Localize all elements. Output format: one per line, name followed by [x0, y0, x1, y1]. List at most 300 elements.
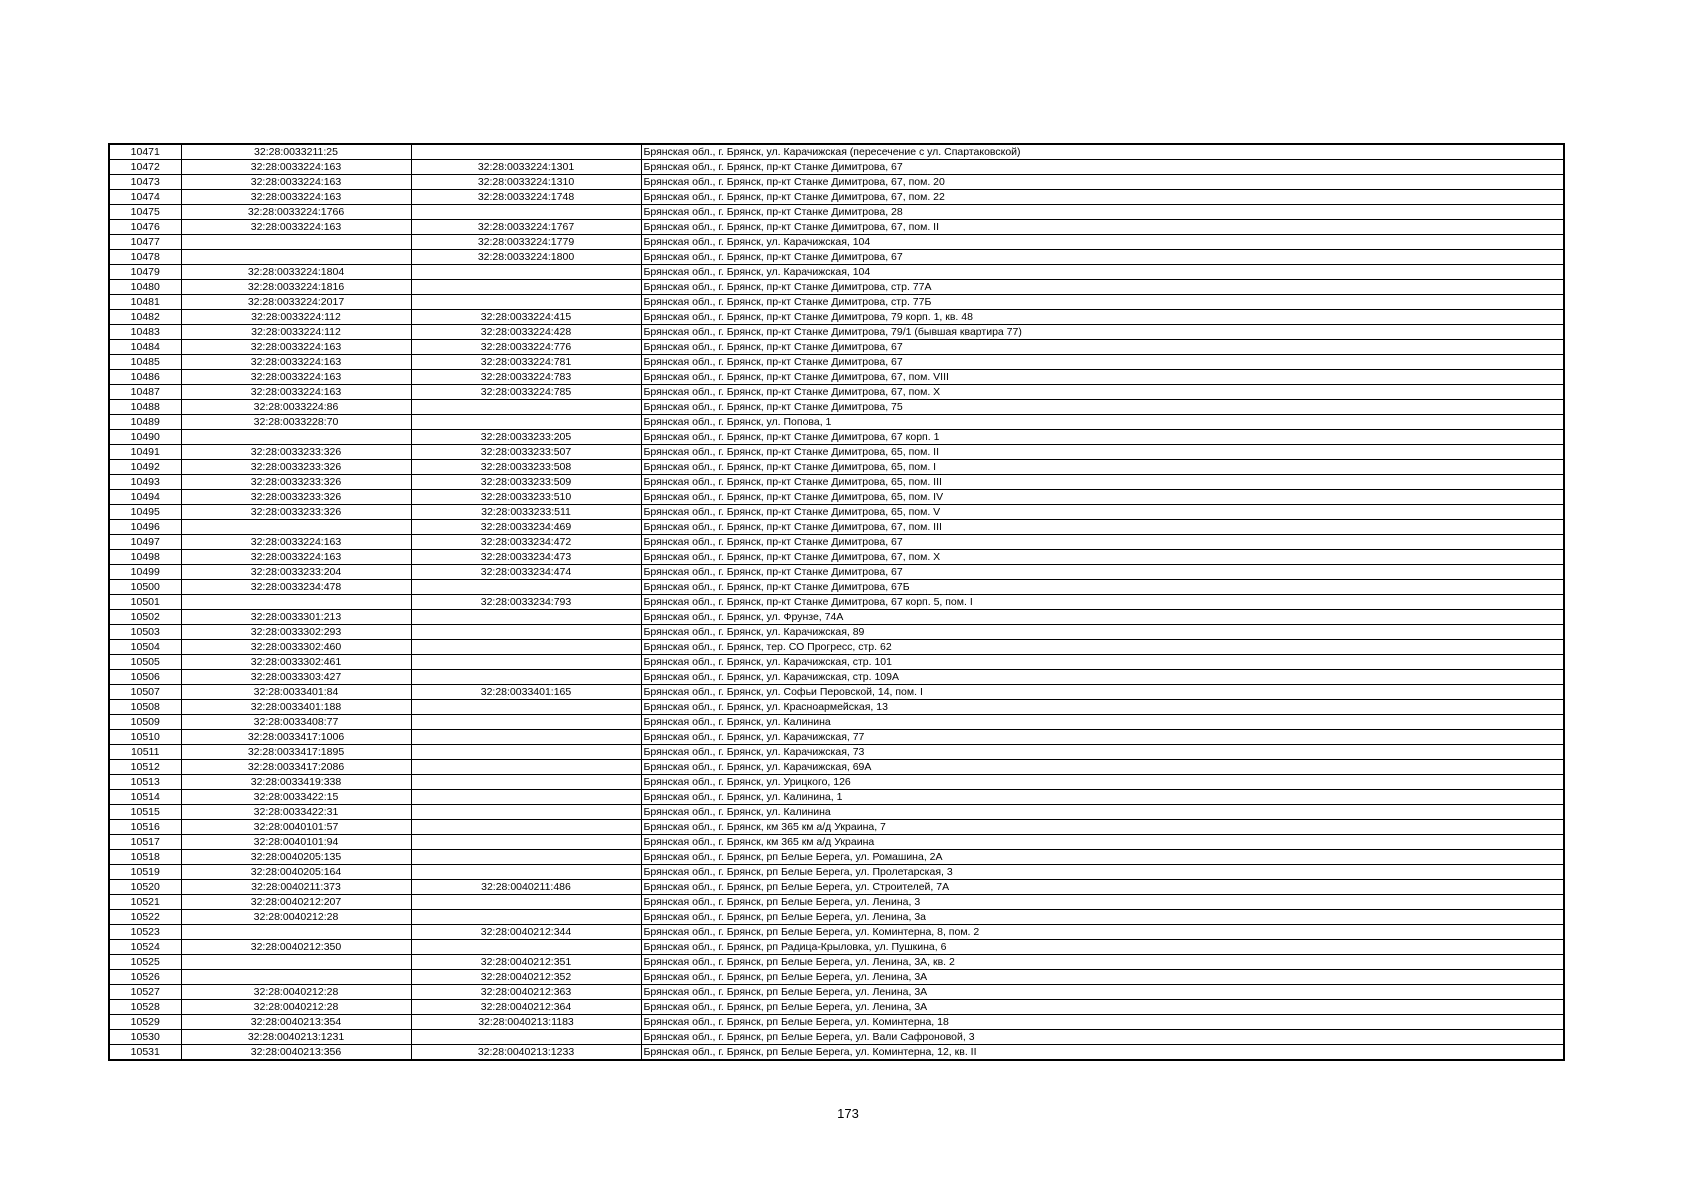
row-number-cell: 10511	[109, 745, 181, 760]
cadastral-number-secondary-cell	[411, 415, 641, 430]
row-number-cell: 10481	[109, 295, 181, 310]
address-cell: Брянская обл., г. Брянск, пр-кт Станке Димитрова, 67, пом. III	[641, 520, 1564, 535]
cadastral-number-secondary-cell	[411, 760, 641, 775]
cadastral-number-cell: 32:28:0040101:94	[181, 835, 411, 850]
row-number-cell: 10483	[109, 325, 181, 340]
table-row	[109, 205, 1564, 220]
table-row	[109, 445, 1564, 460]
cadastral-number-cell: 32:28:0033419:338	[181, 775, 411, 790]
table-row	[109, 190, 1564, 205]
row-number-cell: 10520	[109, 880, 181, 895]
cadastral-number-cell: 32:28:0033233:326	[181, 490, 411, 505]
cadastral-number-cell: 32:28:0033303:427	[181, 670, 411, 685]
cadastral-number-secondary-cell: 32:28:0040211:486	[411, 880, 641, 895]
cadastral-number-cell: 32:28:0033224:163	[181, 535, 411, 550]
cadastral-number-secondary-cell: 32:28:0033224:1800	[411, 250, 641, 265]
row-number-cell: 10489	[109, 415, 181, 430]
cadastral-number-secondary-cell: 32:28:0033224:415	[411, 310, 641, 325]
table-row	[109, 280, 1564, 295]
row-number-cell: 10491	[109, 445, 181, 460]
cadastral-number-secondary-cell: 32:28:0033224:781	[411, 355, 641, 370]
cadastral-number-cell	[181, 250, 411, 265]
table-row	[109, 895, 1564, 910]
row-number-cell: 10484	[109, 340, 181, 355]
address-cell: Брянская обл., г. Брянск, пр-кт Станке Димитрова, 67, пом. 20	[641, 175, 1564, 190]
row-number-cell: 10496	[109, 520, 181, 535]
cadastral-number-cell	[181, 955, 411, 970]
cadastral-number-secondary-cell	[411, 1030, 641, 1045]
table-row	[109, 595, 1564, 610]
address-cell: Брянская обл., г. Брянск, пр-кт Станке Димитрова, стр. 77А	[641, 280, 1564, 295]
cadastral-number-cell: 32:28:0033302:461	[181, 655, 411, 670]
table-row	[109, 880, 1564, 895]
table-row	[109, 550, 1564, 565]
cadastral-number-secondary-cell: 32:28:0040212:352	[411, 970, 641, 985]
cadastral-number-cell: 32:28:0040212:28	[181, 1000, 411, 1015]
cadastral-number-cell: 32:28:0040213:356	[181, 1045, 411, 1061]
cadastral-number-cell	[181, 520, 411, 535]
cadastral-number-cell: 32:28:0033401:188	[181, 700, 411, 715]
table-row	[109, 625, 1564, 640]
table-row	[109, 700, 1564, 715]
address-cell: Брянская обл., г. Брянск, пр-кт Станке Димитрова, 67, пом. II	[641, 220, 1564, 235]
cadastral-number-cell: 32:28:0033224:163	[181, 160, 411, 175]
cadastral-number-cell: 32:28:0033422:15	[181, 790, 411, 805]
address-cell: Брянская обл., г. Брянск, рп Белые Берега, ул. Ленина, 3а	[641, 910, 1564, 925]
table-row	[109, 565, 1564, 580]
table-row	[109, 175, 1564, 190]
cadastral-number-secondary-cell: 32:28:0033234:793	[411, 595, 641, 610]
row-number-cell: 10503	[109, 625, 181, 640]
address-cell: Брянская обл., г. Брянск, пр-кт Станке Димитрова, 67, пом. X	[641, 550, 1564, 565]
table-row	[109, 670, 1564, 685]
table-row	[109, 790, 1564, 805]
address-cell: Брянская обл., г. Брянск, тер. СО Прогресс, стр. 62	[641, 640, 1564, 655]
cadastral-number-secondary-cell	[411, 144, 641, 160]
address-cell: Брянская обл., г. Брянск, ул. Карачижская, 73	[641, 745, 1564, 760]
row-number-cell: 10477	[109, 235, 181, 250]
address-cell: Брянская обл., г. Брянск, км 365 км а/д Украина	[641, 835, 1564, 850]
cadastral-number-secondary-cell: 32:28:0040212:351	[411, 955, 641, 970]
cadastral-number-secondary-cell	[411, 940, 641, 955]
row-number-cell: 10508	[109, 700, 181, 715]
cadastral-number-secondary-cell: 32:28:0033224:1767	[411, 220, 641, 235]
address-cell: Брянская обл., г. Брянск, ул. Карачижская, 104	[641, 235, 1564, 250]
row-number-cell: 10495	[109, 505, 181, 520]
table-row	[109, 1000, 1564, 1015]
cadastral-number-cell	[181, 595, 411, 610]
cadastral-number-secondary-cell: 32:28:0033233:510	[411, 490, 641, 505]
row-number-cell: 10522	[109, 910, 181, 925]
cadastral-number-secondary-cell: 32:28:0033401:165	[411, 685, 641, 700]
cadastral-number-cell: 32:28:0040211:373	[181, 880, 411, 895]
cadastral-number-cell: 32:28:0033233:326	[181, 475, 411, 490]
row-number-cell: 10518	[109, 850, 181, 865]
table-row	[109, 490, 1564, 505]
address-cell: Брянская обл., г. Брянск, ул. Калинина	[641, 715, 1564, 730]
table-row	[109, 685, 1564, 700]
row-number-cell: 10475	[109, 205, 181, 220]
table-row	[109, 144, 1564, 160]
address-cell: Брянская обл., г. Брянск, пр-кт Станке Димитрова, 67	[641, 355, 1564, 370]
address-cell: Брянская обл., г. Брянск, пр-кт Станке Димитрова, 67, пом. VIII	[641, 370, 1564, 385]
cadastral-number-secondary-cell: 32:28:0033224:1310	[411, 175, 641, 190]
address-cell: Брянская обл., г. Брянск, рп Белые Берега, ул. Пролетарская, 3	[641, 865, 1564, 880]
cadastral-number-cell: 32:28:0033234:478	[181, 580, 411, 595]
address-cell: Брянская обл., г. Брянск, ул. Карачижская, стр. 109А	[641, 670, 1564, 685]
row-number-cell: 10479	[109, 265, 181, 280]
cadastral-number-secondary-cell	[411, 640, 641, 655]
row-number-cell: 10524	[109, 940, 181, 955]
row-number-cell: 10471	[109, 144, 181, 160]
cadastral-number-cell: 32:28:0033224:163	[181, 340, 411, 355]
address-cell: Брянская обл., г. Брянск, ул. Софьи Перовской, 14, пом. I	[641, 685, 1564, 700]
cadastral-number-cell: 32:28:0040212:350	[181, 940, 411, 955]
address-cell: Брянская обл., г. Брянск, ул. Карачижская, 77	[641, 730, 1564, 745]
table-row	[109, 730, 1564, 745]
cadastral-number-cell: 32:28:0033224:163	[181, 190, 411, 205]
cadastral-number-cell: 32:28:0033233:204	[181, 565, 411, 580]
table-row	[109, 910, 1564, 925]
row-number-cell: 10517	[109, 835, 181, 850]
address-cell: Брянская обл., г. Брянск, рп Белые Берега, ул. Строителей, 7А	[641, 880, 1564, 895]
address-cell: Брянская обл., г. Брянск, рп Белые Берега, ул. Ленина, 3А	[641, 1000, 1564, 1015]
table-row	[109, 475, 1564, 490]
address-cell: Брянская обл., г. Брянск, пр-кт Станке Димитрова, 65, пом. IV	[641, 490, 1564, 505]
cadastral-number-cell: 32:28:0040205:135	[181, 850, 411, 865]
address-cell: Брянская обл., г. Брянск, ул. Фрунзе, 74А	[641, 610, 1564, 625]
row-number-cell: 10509	[109, 715, 181, 730]
cadastral-number-secondary-cell	[411, 745, 641, 760]
row-number-cell: 10473	[109, 175, 181, 190]
address-cell: Брянская обл., г. Брянск, пр-кт Станке Димитрова, 67	[641, 160, 1564, 175]
row-number-cell: 10482	[109, 310, 181, 325]
address-cell: Брянская обл., г. Брянск, пр-кт Станке Димитрова, 67, пом. X	[641, 385, 1564, 400]
cadastral-number-secondary-cell: 32:28:0033233:511	[411, 505, 641, 520]
cadastral-number-cell: 32:28:0033224:163	[181, 550, 411, 565]
cadastral-number-secondary-cell: 32:28:0033234:473	[411, 550, 641, 565]
cadastral-number-secondary-cell: 32:28:0033233:508	[411, 460, 641, 475]
address-cell: Брянская обл., г. Брянск, рп Радица-Крыловка, ул. Пушкина, 6	[641, 940, 1564, 955]
cadastral-number-secondary-cell: 32:28:0040212:364	[411, 1000, 641, 1015]
address-cell: Брянская обл., г. Брянск, ул. Урицкого, 126	[641, 775, 1564, 790]
address-cell: Брянская обл., г. Брянск, пр-кт Станке Димитрова, 75	[641, 400, 1564, 415]
address-cell: Брянская обл., г. Брянск, ул. Карачижская, 69А	[641, 760, 1564, 775]
address-cell: Брянская обл., г. Брянск, пр-кт Станке Димитрова, 67, пом. 22	[641, 190, 1564, 205]
cadastral-number-cell: 32:28:0033224:163	[181, 220, 411, 235]
cadastral-number-cell: 32:28:0033233:326	[181, 445, 411, 460]
table-row	[109, 820, 1564, 835]
cadastral-number-secondary-cell: 32:28:0033224:1301	[411, 160, 641, 175]
cadastral-number-secondary-cell	[411, 850, 641, 865]
cadastral-number-cell	[181, 970, 411, 985]
row-number-cell: 10472	[109, 160, 181, 175]
cadastral-number-secondary-cell: 32:28:0040212:363	[411, 985, 641, 1000]
table-row	[109, 970, 1564, 985]
cadastral-number-cell: 32:28:0040101:57	[181, 820, 411, 835]
table-row	[109, 535, 1564, 550]
cadastral-number-secondary-cell: 32:28:0033233:507	[411, 445, 641, 460]
cadastral-number-cell: 32:28:0033224:112	[181, 325, 411, 340]
cadastral-number-cell: 32:28:0033417:2086	[181, 760, 411, 775]
address-cell: Брянская обл., г. Брянск, км 365 км а/д Украина, 7	[641, 820, 1564, 835]
address-cell: Брянская обл., г. Брянск, пр-кт Станке Димитрова, 65, пом. II	[641, 445, 1564, 460]
cadastral-number-secondary-cell: 32:28:0033233:205	[411, 430, 641, 445]
table-row	[109, 655, 1564, 670]
table-row	[109, 610, 1564, 625]
row-number-cell: 10488	[109, 400, 181, 415]
cadastral-number-secondary-cell	[411, 865, 641, 880]
row-number-cell: 10502	[109, 610, 181, 625]
table-row	[109, 940, 1564, 955]
cadastral-number-secondary-cell	[411, 700, 641, 715]
cadastral-number-cell: 32:28:0033401:84	[181, 685, 411, 700]
row-number-cell: 10525	[109, 955, 181, 970]
cadastral-number-secondary-cell	[411, 790, 641, 805]
row-number-cell: 10487	[109, 385, 181, 400]
address-cell: Брянская обл., г. Брянск, рп Белые Берега, ул. Коминтерна, 8, пом. 2	[641, 925, 1564, 940]
cadastral-number-secondary-cell: 32:28:0033224:1748	[411, 190, 641, 205]
table-row	[109, 385, 1564, 400]
address-cell: Брянская обл., г. Брянск, рп Белые Берега, ул. Ромашина, 2А	[641, 850, 1564, 865]
row-number-cell: 10500	[109, 580, 181, 595]
cadastral-number-cell: 32:28:0033224:163	[181, 175, 411, 190]
cadastral-number-secondary-cell: 32:28:0040212:344	[411, 925, 641, 940]
row-number-cell: 10490	[109, 430, 181, 445]
row-number-cell: 10510	[109, 730, 181, 745]
address-cell: Брянская обл., г. Брянск, пр-кт Станке Димитрова, 67	[641, 340, 1564, 355]
address-cell: Брянская обл., г. Брянск, рп Белые Берега, ул. Ленина, 3	[641, 895, 1564, 910]
table-row	[109, 865, 1564, 880]
cadastral-number-cell: 32:28:0033224:86	[181, 400, 411, 415]
table-row	[109, 310, 1564, 325]
row-number-cell: 10519	[109, 865, 181, 880]
table-row	[109, 520, 1564, 535]
cadastral-number-cell: 32:28:0033422:31	[181, 805, 411, 820]
row-number-cell: 10486	[109, 370, 181, 385]
row-number-cell: 10530	[109, 1030, 181, 1045]
cadastral-number-cell: 32:28:0033417:1895	[181, 745, 411, 760]
row-number-cell: 10499	[109, 565, 181, 580]
row-number-cell: 10505	[109, 655, 181, 670]
address-cell: Брянская обл., г. Брянск, пр-кт Станке Димитрова, 67	[641, 250, 1564, 265]
cadastral-number-cell	[181, 430, 411, 445]
cadastral-number-secondary-cell: 32:28:0033224:783	[411, 370, 641, 385]
address-cell: Брянская обл., г. Брянск, пр-кт Станке Димитрова, 79/1 (бывшая квартира 77)	[641, 325, 1564, 340]
page-number: 173	[837, 1106, 859, 1121]
row-number-cell: 10512	[109, 760, 181, 775]
row-number-cell: 10494	[109, 490, 181, 505]
table-row	[109, 250, 1564, 265]
row-number-cell: 10514	[109, 790, 181, 805]
table-row	[109, 805, 1564, 820]
cadastral-number-secondary-cell	[411, 910, 641, 925]
table-row	[109, 925, 1564, 940]
table-row	[109, 235, 1564, 250]
table-row	[109, 640, 1564, 655]
row-number-cell: 10493	[109, 475, 181, 490]
cadastral-number-cell	[181, 925, 411, 940]
address-cell: Брянская обл., г. Брянск, рп Белые Берега, ул. Коминтерна, 12, кв. II	[641, 1045, 1564, 1061]
cadastral-number-secondary-cell	[411, 775, 641, 790]
cadastral-number-secondary-cell	[411, 625, 641, 640]
address-cell: Брянская обл., г. Брянск, пр-кт Станке Димитрова, 28	[641, 205, 1564, 220]
address-cell: Брянская обл., г. Брянск, ул. Карачижская, 104	[641, 265, 1564, 280]
address-cell: Брянская обл., г. Брянск, пр-кт Станке Димитрова, 65, пом. V	[641, 505, 1564, 520]
cadastral-number-secondary-cell	[411, 265, 641, 280]
cadastral-number-secondary-cell: 32:28:0033224:776	[411, 340, 641, 355]
row-number-cell: 10516	[109, 820, 181, 835]
table-body	[109, 144, 1564, 1060]
cadastral-number-cell: 32:28:0033224:1766	[181, 205, 411, 220]
table-row	[109, 715, 1564, 730]
address-cell: Брянская обл., г. Брянск, рп Белые Берега, ул. Вали Сафроновой, 3	[641, 1030, 1564, 1045]
address-cell: Брянская обл., г. Брянск, пр-кт Станке Димитрова, 65, пом. I	[641, 460, 1564, 475]
cadastral-number-secondary-cell: 32:28:0033234:472	[411, 535, 641, 550]
cadastral-number-cell: 32:28:0040212:28	[181, 910, 411, 925]
address-cell: Брянская обл., г. Брянск, пр-кт Станке Димитрова, 65, пом. III	[641, 475, 1564, 490]
table-row	[109, 1045, 1564, 1061]
address-cell: Брянская обл., г. Брянск, ул. Карачижская, 89	[641, 625, 1564, 640]
row-number-cell: 10515	[109, 805, 181, 820]
cadastral-number-cell: 32:28:0033211:25	[181, 144, 411, 160]
cadastral-number-secondary-cell: 32:28:0033234:474	[411, 565, 641, 580]
cadastral-number-secondary-cell	[411, 580, 641, 595]
cadastral-number-cell: 32:28:0033224:112	[181, 310, 411, 325]
cadastral-number-secondary-cell	[411, 715, 641, 730]
cadastral-number-secondary-cell	[411, 730, 641, 745]
address-cell: Брянская обл., г. Брянск, пр-кт Станке Димитрова, 67 корп. 1	[641, 430, 1564, 445]
row-number-cell: 10476	[109, 220, 181, 235]
table-row	[109, 460, 1564, 475]
row-number-cell: 10485	[109, 355, 181, 370]
address-cell: Брянская обл., г. Брянск, пр-кт Станке Димитрова, 67Б	[641, 580, 1564, 595]
table-row	[109, 745, 1564, 760]
table-row	[109, 760, 1564, 775]
cadastral-number-secondary-cell	[411, 895, 641, 910]
cadastral-number-cell	[181, 235, 411, 250]
row-number-cell: 10523	[109, 925, 181, 940]
cadastral-number-cell: 32:28:0033224:2017	[181, 295, 411, 310]
address-cell: Брянская обл., г. Брянск, ул. Карачижская (пересечение с ул. Спартаковской)	[641, 144, 1564, 160]
table-row	[109, 415, 1564, 430]
address-cell: Брянская обл., г. Брянск, пр-кт Станке Димитрова, 67	[641, 565, 1564, 580]
cadastral-number-cell: 32:28:0033417:1006	[181, 730, 411, 745]
cadastral-number-secondary-cell: 32:28:0040213:1233	[411, 1045, 641, 1061]
cadastral-number-secondary-cell	[411, 835, 641, 850]
table-row	[109, 835, 1564, 850]
cadastral-number-secondary-cell	[411, 670, 641, 685]
table-row	[109, 985, 1564, 1000]
table-row	[109, 850, 1564, 865]
row-number-cell: 10529	[109, 1015, 181, 1030]
address-cell: Брянская обл., г. Брянск, ул. Калинина, 1	[641, 790, 1564, 805]
cadastral-number-cell: 32:28:0033224:163	[181, 355, 411, 370]
cadastral-number-secondary-cell	[411, 805, 641, 820]
address-cell: Брянская обл., г. Брянск, рп Белые Берега, ул. Коминтерна, 18	[641, 1015, 1564, 1030]
address-cell: Брянская обл., г. Брянск, пр-кт Станке Димитрова, 67 корп. 5, пом. I	[641, 595, 1564, 610]
cadastral-number-secondary-cell	[411, 295, 641, 310]
table-row	[109, 955, 1564, 970]
cadastral-number-cell: 32:28:0033233:326	[181, 460, 411, 475]
row-number-cell: 10504	[109, 640, 181, 655]
row-number-cell: 10526	[109, 970, 181, 985]
row-number-cell: 10513	[109, 775, 181, 790]
table-row	[109, 400, 1564, 415]
cadastral-number-cell: 32:28:0033224:163	[181, 370, 411, 385]
row-number-cell: 10480	[109, 280, 181, 295]
cadastral-number-cell: 32:28:0040205:164	[181, 865, 411, 880]
table-row	[109, 340, 1564, 355]
address-cell: Брянская обл., г. Брянск, ул. Попова, 1	[641, 415, 1564, 430]
cadastral-number-cell: 32:28:0033233:326	[181, 505, 411, 520]
address-cell: Брянская обл., г. Брянск, пр-кт Станке Димитрова, стр. 77Б	[641, 295, 1564, 310]
property-table	[108, 143, 1565, 1061]
address-cell: Брянская обл., г. Брянск, ул. Красноармейская, 13	[641, 700, 1564, 715]
cadastral-number-cell: 32:28:0040212:28	[181, 985, 411, 1000]
cadastral-number-secondary-cell	[411, 820, 641, 835]
table-row	[109, 325, 1564, 340]
address-cell: Брянская обл., г. Брянск, рп Белые Берега, ул. Ленина, 3А	[641, 970, 1564, 985]
row-number-cell: 10527	[109, 985, 181, 1000]
table-row	[109, 505, 1564, 520]
cadastral-number-secondary-cell: 32:28:0033233:509	[411, 475, 641, 490]
address-cell: Брянская обл., г. Брянск, рп Белые Берега, ул. Ленина, 3А, кв. 2	[641, 955, 1564, 970]
row-number-cell: 10478	[109, 250, 181, 265]
cadastral-number-secondary-cell	[411, 280, 641, 295]
cadastral-number-cell: 32:28:0033408:77	[181, 715, 411, 730]
cadastral-number-secondary-cell: 32:28:0033234:469	[411, 520, 641, 535]
cadastral-number-secondary-cell: 32:28:0033224:1779	[411, 235, 641, 250]
row-number-cell: 10506	[109, 670, 181, 685]
table-row	[109, 370, 1564, 385]
table-row	[109, 265, 1564, 280]
cadastral-number-cell: 32:28:0033224:1804	[181, 265, 411, 280]
address-cell: Брянская обл., г. Брянск, рп Белые Берега, ул. Ленина, 3А	[641, 985, 1564, 1000]
table-row	[109, 1030, 1564, 1045]
cadastral-number-secondary-cell: 32:28:0033224:428	[411, 325, 641, 340]
address-cell: Брянская обл., г. Брянск, ул. Карачижская, стр. 101	[641, 655, 1564, 670]
row-number-cell: 10498	[109, 550, 181, 565]
cadastral-number-cell: 32:28:0033224:1816	[181, 280, 411, 295]
row-number-cell: 10507	[109, 685, 181, 700]
row-number-cell: 10531	[109, 1045, 181, 1061]
row-number-cell: 10497	[109, 535, 181, 550]
table-row	[109, 160, 1564, 175]
cadastral-number-secondary-cell: 32:28:0040213:1183	[411, 1015, 641, 1030]
cadastral-number-cell: 32:28:0033224:163	[181, 385, 411, 400]
cadastral-number-secondary-cell	[411, 655, 641, 670]
cadastral-number-cell: 32:28:0033301:213	[181, 610, 411, 625]
table-row	[109, 1015, 1564, 1030]
address-cell: Брянская обл., г. Брянск, пр-кт Станке Димитрова, 67	[641, 535, 1564, 550]
table-row	[109, 775, 1564, 790]
row-number-cell: 10492	[109, 460, 181, 475]
cadastral-number-cell: 32:28:0040213:354	[181, 1015, 411, 1030]
cadastral-number-cell: 32:28:0040213:1231	[181, 1030, 411, 1045]
row-number-cell: 10521	[109, 895, 181, 910]
cadastral-number-secondary-cell	[411, 400, 641, 415]
cadastral-number-cell: 32:28:0033302:293	[181, 625, 411, 640]
table-row	[109, 220, 1564, 235]
cadastral-number-cell: 32:28:0040212:207	[181, 895, 411, 910]
address-cell: Брянская обл., г. Брянск, пр-кт Станке Димитрова, 79 корп. 1, кв. 48	[641, 310, 1564, 325]
cadastral-number-secondary-cell: 32:28:0033224:785	[411, 385, 641, 400]
table-row	[109, 355, 1564, 370]
address-cell: Брянская обл., г. Брянск, ул. Калинина	[641, 805, 1564, 820]
table-row	[109, 295, 1564, 310]
table-row	[109, 580, 1564, 595]
